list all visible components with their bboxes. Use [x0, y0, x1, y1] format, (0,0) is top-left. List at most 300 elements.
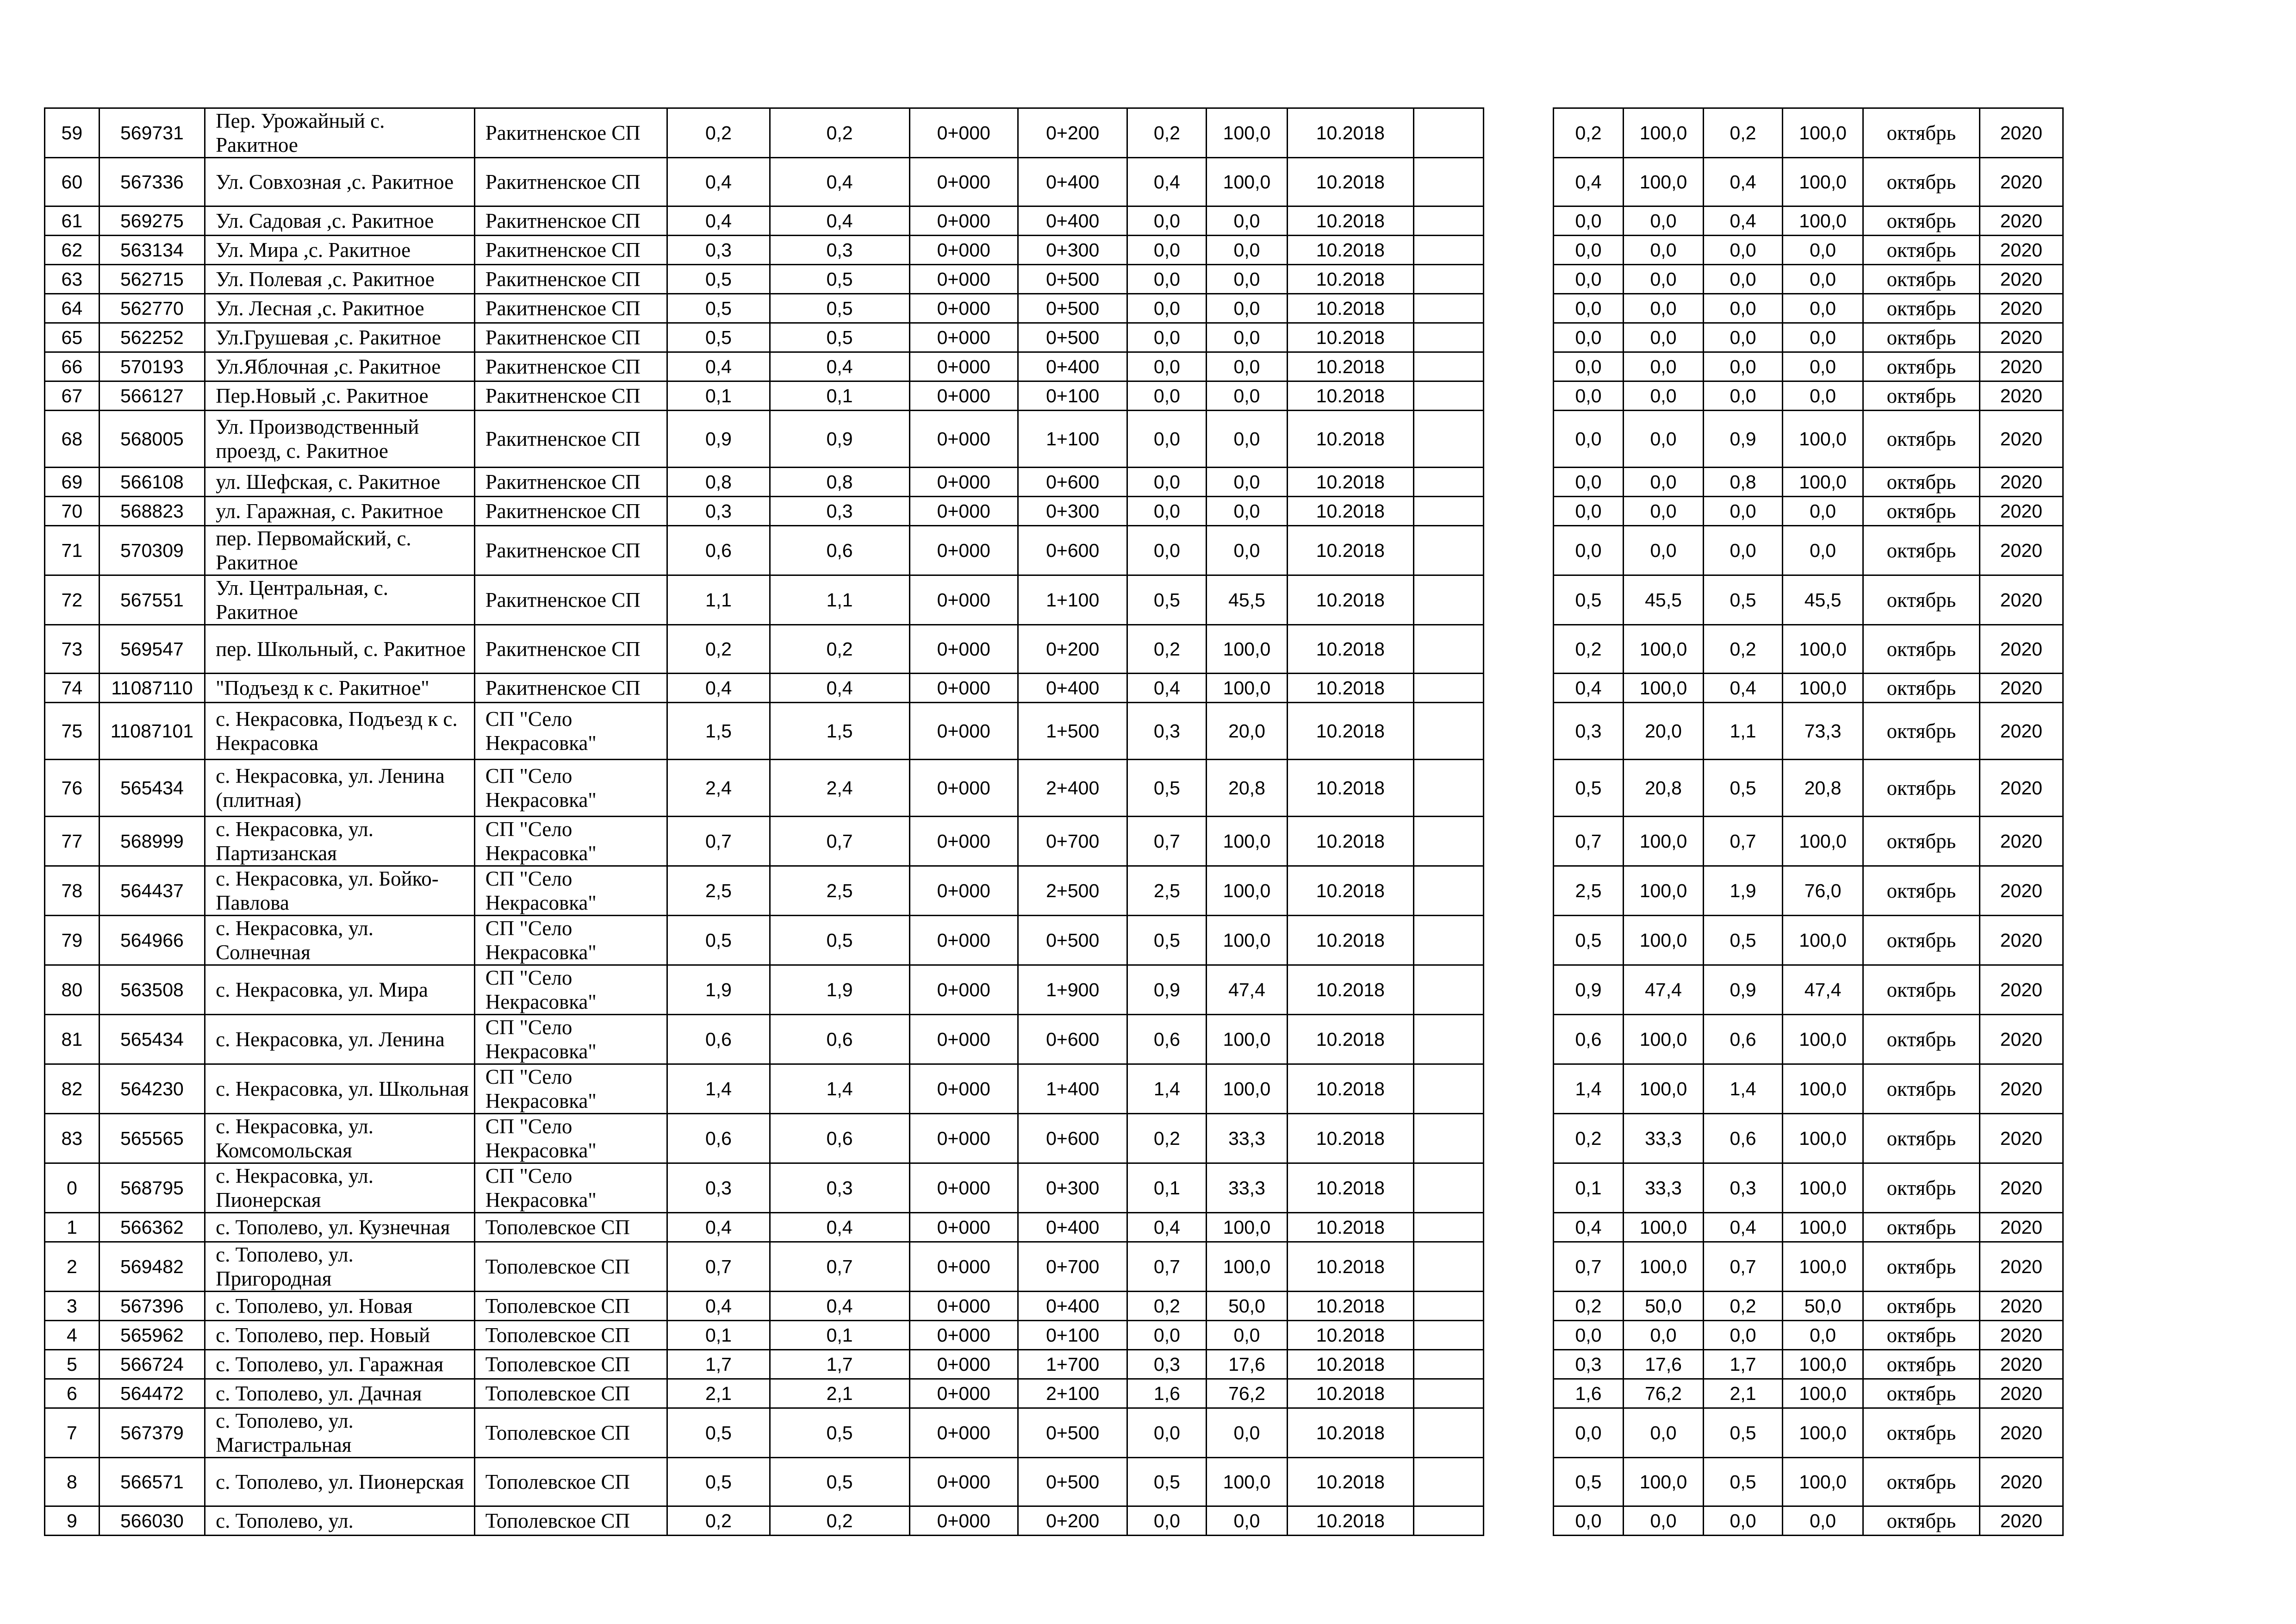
length-municipal: 0,4: [770, 352, 909, 381]
length-municipal: 0,6: [770, 526, 909, 575]
year: 2020: [1979, 760, 2063, 817]
length-municipal: 0,6: [770, 1114, 909, 1163]
length-compliant-2: 0,3: [1554, 1350, 1624, 1379]
row-number: 1: [45, 1213, 100, 1242]
table-row: [45, 965, 2063, 1015]
table-row: [45, 817, 2063, 866]
length-compliant: 0,0: [1127, 411, 1207, 468]
length-compliant-2: 0,2: [1554, 108, 1624, 158]
length-compliant-3: 0,8: [1704, 468, 1783, 497]
length-municipal: 0,5: [770, 294, 909, 323]
row-number: 61: [45, 206, 100, 236]
length-compliant: 0,3: [1127, 1350, 1207, 1379]
row-number: 80: [45, 965, 100, 1015]
table-row: [45, 411, 2063, 468]
table-row: [45, 1213, 2063, 1242]
length-total: 0,7: [667, 1242, 770, 1292]
percent-compliant-2: 0,0: [1623, 497, 1703, 526]
length-total: 0,3: [667, 497, 770, 526]
length-municipal: 2,5: [770, 866, 909, 916]
end-km: 2+400: [1018, 760, 1127, 817]
empty-gap-cell: [1484, 206, 1554, 236]
settlement: Ракитненское СП: [474, 206, 667, 236]
empty-gap-cell: [1484, 866, 1554, 916]
empty-gap-cell: [1484, 468, 1554, 497]
length-compliant: 0,0: [1127, 323, 1207, 352]
table-row: [45, 1458, 2063, 1506]
empty-gap-cell: [1484, 352, 1554, 381]
year: 2020: [1979, 411, 2063, 468]
percent-compliant-2: 100,0: [1623, 1213, 1703, 1242]
empty-gap-cell: [1484, 1242, 1554, 1292]
end-km: 2+100: [1018, 1379, 1127, 1408]
year: 2020: [1979, 206, 2063, 236]
percent-compliant-3: 100,0: [1783, 1163, 1863, 1213]
empty-cell: [1414, 575, 1484, 625]
road-name: с. Тополево, ул. Пионерская: [205, 1458, 475, 1506]
length-compliant: 1,4: [1127, 1064, 1207, 1114]
table-row: [45, 1242, 2063, 1292]
empty-gap-cell: [1484, 674, 1554, 703]
percent-compliant-3: 45,5: [1783, 575, 1863, 625]
percent-compliant-2: 20,8: [1623, 760, 1703, 817]
percent-compliant-2: 0,0: [1623, 468, 1703, 497]
length-total: 2,4: [667, 760, 770, 817]
table-row: [45, 1163, 2063, 1213]
percent-compliant-2: 100,0: [1623, 916, 1703, 965]
settlement: Ракитненское СП: [474, 497, 667, 526]
month: октябрь: [1863, 1242, 1980, 1292]
table-row: [45, 158, 2063, 206]
length-compliant-3: 0,0: [1704, 526, 1783, 575]
year: 2020: [1979, 1114, 2063, 1163]
length-total: 0,5: [667, 1458, 770, 1506]
length-total: 1,1: [667, 575, 770, 625]
length-total: 0,5: [667, 323, 770, 352]
percent-compliant: 0,0: [1207, 352, 1287, 381]
length-compliant-3: 0,5: [1704, 575, 1783, 625]
road-id: 567551: [99, 575, 205, 625]
percent-compliant-3: 100,0: [1783, 625, 1863, 674]
start-km: 0+000: [909, 1163, 1018, 1213]
length-municipal: 2,4: [770, 760, 909, 817]
length-total: 0,5: [667, 265, 770, 294]
percent-compliant-3: 100,0: [1783, 817, 1863, 866]
road-name: Ул. Садовая ,с. Ракитное: [205, 206, 475, 236]
length-compliant-2: 0,6: [1554, 1015, 1624, 1064]
survey-date: 10.2018: [1287, 1506, 1414, 1536]
row-number: 3: [45, 1292, 100, 1321]
survey-date: 10.2018: [1287, 265, 1414, 294]
month: октябрь: [1863, 1213, 1980, 1242]
month: октябрь: [1863, 1064, 1980, 1114]
length-compliant-2: 0,0: [1554, 468, 1624, 497]
percent-compliant-2: 17,6: [1623, 1350, 1703, 1379]
settlement: СП "Село Некрасовка": [474, 817, 667, 866]
length-compliant: 0,6: [1127, 1015, 1207, 1064]
settlement: Тополевское СП: [474, 1292, 667, 1321]
settlement: СП "Село Некрасовка": [474, 760, 667, 817]
percent-compliant-2: 33,3: [1623, 1114, 1703, 1163]
survey-date: 10.2018: [1287, 1163, 1414, 1213]
length-total: 1,7: [667, 1350, 770, 1379]
start-km: 0+000: [909, 352, 1018, 381]
table-row: [45, 674, 2063, 703]
row-number: 2: [45, 1242, 100, 1292]
survey-date: 10.2018: [1287, 575, 1414, 625]
length-compliant-2: 0,0: [1554, 236, 1624, 265]
percent-compliant-3: 100,0: [1783, 108, 1863, 158]
end-km: 0+400: [1018, 158, 1127, 206]
road-id: 566362: [99, 1213, 205, 1242]
survey-date: 10.2018: [1287, 1242, 1414, 1292]
length-compliant-3: 0,0: [1704, 352, 1783, 381]
road-id: 566724: [99, 1350, 205, 1379]
row-number: 75: [45, 703, 100, 760]
year: 2020: [1979, 1379, 2063, 1408]
end-km: 0+400: [1018, 1292, 1127, 1321]
year: 2020: [1979, 575, 2063, 625]
empty-cell: [1414, 1458, 1484, 1506]
month: октябрь: [1863, 497, 1980, 526]
length-compliant-2: 1,6: [1554, 1379, 1624, 1408]
road-register-table: [44, 107, 2064, 1536]
length-compliant-3: 0,9: [1704, 965, 1783, 1015]
length-total: 2,1: [667, 1379, 770, 1408]
road-id: 565962: [99, 1321, 205, 1350]
percent-compliant: 0,0: [1207, 468, 1287, 497]
road-name: Пер.Новый ,с. Ракитное: [205, 381, 475, 411]
length-compliant: 0,3: [1127, 703, 1207, 760]
length-total: 1,5: [667, 703, 770, 760]
length-total: 0,4: [667, 158, 770, 206]
percent-compliant-3: 100,0: [1783, 916, 1863, 965]
month: октябрь: [1863, 916, 1980, 965]
survey-date: 10.2018: [1287, 381, 1414, 411]
percent-compliant: 0,0: [1207, 294, 1287, 323]
length-compliant-3: 0,6: [1704, 1114, 1783, 1163]
length-compliant-3: 0,3: [1704, 1163, 1783, 1213]
length-compliant-3: 0,0: [1704, 236, 1783, 265]
road-id: 562715: [99, 265, 205, 294]
settlement: Тополевское СП: [474, 1321, 667, 1350]
length-compliant: 0,5: [1127, 916, 1207, 965]
length-compliant-3: 0,0: [1704, 381, 1783, 411]
year: 2020: [1979, 381, 2063, 411]
road-name: "Подъезд к с. Ракитное": [205, 674, 475, 703]
start-km: 0+000: [909, 1015, 1018, 1064]
length-municipal: 0,4: [770, 158, 909, 206]
length-compliant-2: 0,0: [1554, 497, 1624, 526]
settlement: СП "Село Некрасовка": [474, 703, 667, 760]
length-municipal: 1,4: [770, 1064, 909, 1114]
row-number: 76: [45, 760, 100, 817]
year: 2020: [1979, 1321, 2063, 1350]
start-km: 0+000: [909, 108, 1018, 158]
settlement: СП "Село Некрасовка": [474, 965, 667, 1015]
percent-compliant-2: 45,5: [1623, 575, 1703, 625]
road-name: Ул.Грушевая ,с. Ракитное: [205, 323, 475, 352]
year: 2020: [1979, 526, 2063, 575]
empty-gap-cell: [1484, 323, 1554, 352]
length-compliant-2: 0,0: [1554, 1408, 1624, 1458]
length-municipal: 0,4: [770, 206, 909, 236]
month: октябрь: [1863, 1506, 1980, 1536]
month: октябрь: [1863, 1458, 1980, 1506]
survey-date: 10.2018: [1287, 1015, 1414, 1064]
survey-date: 10.2018: [1287, 760, 1414, 817]
year: 2020: [1979, 236, 2063, 265]
empty-cell: [1414, 817, 1484, 866]
empty-cell: [1414, 1350, 1484, 1379]
year: 2020: [1979, 1408, 2063, 1458]
road-name: с. Тополево, ул. Магистральная: [205, 1408, 475, 1458]
road-name: Ул. Полевая ,с. Ракитное: [205, 265, 475, 294]
month: октябрь: [1863, 1350, 1980, 1379]
percent-compliant-3: 100,0: [1783, 674, 1863, 703]
percent-compliant: 100,0: [1207, 817, 1287, 866]
settlement: Ракитненское СП: [474, 381, 667, 411]
road-name: с. Некрасовка, ул. Комсомольская: [205, 1114, 475, 1163]
settlement: Тополевское СП: [474, 1458, 667, 1506]
table-row: [45, 1379, 2063, 1408]
percent-compliant-2: 0,0: [1623, 381, 1703, 411]
settlement: Ракитненское СП: [474, 674, 667, 703]
road-id: 564472: [99, 1379, 205, 1408]
length-municipal: 0,1: [770, 381, 909, 411]
length-compliant-3: 0,4: [1704, 674, 1783, 703]
row-number: 9: [45, 1506, 100, 1536]
percent-compliant: 0,0: [1207, 265, 1287, 294]
start-km: 0+000: [909, 411, 1018, 468]
end-km: 1+400: [1018, 1064, 1127, 1114]
road-name: Ул. Лесная ,с. Ракитное: [205, 294, 475, 323]
month: октябрь: [1863, 108, 1980, 158]
percent-compliant: 76,2: [1207, 1379, 1287, 1408]
end-km: 0+200: [1018, 625, 1127, 674]
length-total: 0,6: [667, 526, 770, 575]
length-compliant-3: 0,4: [1704, 158, 1783, 206]
length-compliant-2: 0,0: [1554, 526, 1624, 575]
start-km: 0+000: [909, 381, 1018, 411]
empty-gap-cell: [1484, 1163, 1554, 1213]
row-number: 65: [45, 323, 100, 352]
end-km: 0+400: [1018, 352, 1127, 381]
empty-gap-cell: [1484, 497, 1554, 526]
length-compliant-2: 0,5: [1554, 916, 1624, 965]
empty-gap-cell: [1484, 1213, 1554, 1242]
survey-date: 10.2018: [1287, 1064, 1414, 1114]
end-km: 0+300: [1018, 497, 1127, 526]
percent-compliant-3: 50,0: [1783, 1292, 1863, 1321]
empty-cell: [1414, 411, 1484, 468]
settlement: Ракитненское СП: [474, 411, 667, 468]
year: 2020: [1979, 674, 2063, 703]
length-compliant: 0,0: [1127, 236, 1207, 265]
length-compliant-3: 0,2: [1704, 1292, 1783, 1321]
length-compliant: 0,0: [1127, 352, 1207, 381]
percent-compliant-3: 0,0: [1783, 323, 1863, 352]
length-municipal: 1,7: [770, 1350, 909, 1379]
survey-date: 10.2018: [1287, 1379, 1414, 1408]
length-compliant-2: 0,0: [1554, 323, 1624, 352]
empty-cell: [1414, 526, 1484, 575]
percent-compliant-2: 100,0: [1623, 158, 1703, 206]
table-row: [45, 236, 2063, 265]
settlement: Ракитненское СП: [474, 352, 667, 381]
length-compliant-3: 0,4: [1704, 1213, 1783, 1242]
length-compliant: 0,4: [1127, 158, 1207, 206]
end-km: 0+600: [1018, 526, 1127, 575]
month: октябрь: [1863, 352, 1980, 381]
percent-compliant-2: 47,4: [1623, 965, 1703, 1015]
percent-compliant: 47,4: [1207, 965, 1287, 1015]
survey-date: 10.2018: [1287, 866, 1414, 916]
length-compliant: 0,7: [1127, 1242, 1207, 1292]
length-compliant-2: 0,0: [1554, 206, 1624, 236]
row-number: 59: [45, 108, 100, 158]
percent-compliant-3: 0,0: [1783, 294, 1863, 323]
empty-cell: [1414, 1321, 1484, 1350]
percent-compliant-3: 100,0: [1783, 1114, 1863, 1163]
table-row: [45, 760, 2063, 817]
length-compliant-2: 0,2: [1554, 1292, 1624, 1321]
percent-compliant: 45,5: [1207, 575, 1287, 625]
end-km: 0+500: [1018, 265, 1127, 294]
settlement: Ракитненское СП: [474, 575, 667, 625]
length-municipal: 0,1: [770, 1321, 909, 1350]
survey-date: 10.2018: [1287, 916, 1414, 965]
year: 2020: [1979, 108, 2063, 158]
empty-gap-cell: [1484, 158, 1554, 206]
percent-compliant-2: 76,2: [1623, 1379, 1703, 1408]
end-km: 1+100: [1018, 411, 1127, 468]
length-compliant-2: 0,0: [1554, 381, 1624, 411]
road-id: 563134: [99, 236, 205, 265]
length-compliant-2: 0,0: [1554, 294, 1624, 323]
percent-compliant-3: 100,0: [1783, 1015, 1863, 1064]
length-municipal: 0,3: [770, 1163, 909, 1213]
month: октябрь: [1863, 526, 1980, 575]
road-id: 565434: [99, 1015, 205, 1064]
percent-compliant-2: 0,0: [1623, 1408, 1703, 1458]
settlement: Тополевское СП: [474, 1506, 667, 1536]
road-name: ул. Шефская, с. Ракитное: [205, 468, 475, 497]
length-compliant-2: 0,5: [1554, 760, 1624, 817]
end-km: 0+600: [1018, 1114, 1127, 1163]
length-compliant-3: 0,0: [1704, 1321, 1783, 1350]
month: октябрь: [1863, 158, 1980, 206]
row-number: 5: [45, 1350, 100, 1379]
settlement: Ракитненское СП: [474, 108, 667, 158]
row-number: 69: [45, 468, 100, 497]
length-compliant-3: 0,0: [1704, 497, 1783, 526]
table-row: [45, 1350, 2063, 1379]
row-number: 79: [45, 916, 100, 965]
start-km: 0+000: [909, 674, 1018, 703]
percent-compliant-2: 0,0: [1623, 323, 1703, 352]
road-id: 564437: [99, 866, 205, 916]
percent-compliant-2: 100,0: [1623, 1015, 1703, 1064]
road-name: с. Некрасовка, ул. Партизанская: [205, 817, 475, 866]
end-km: 0+300: [1018, 236, 1127, 265]
percent-compliant-2: 33,3: [1623, 1163, 1703, 1213]
road-name: Ул. Мира ,с. Ракитное: [205, 236, 475, 265]
road-id: 568999: [99, 817, 205, 866]
length-compliant: 0,0: [1127, 526, 1207, 575]
percent-compliant-2: 100,0: [1623, 866, 1703, 916]
row-number: 7: [45, 1408, 100, 1458]
percent-compliant: 0,0: [1207, 236, 1287, 265]
empty-gap-cell: [1484, 965, 1554, 1015]
empty-gap-cell: [1484, 294, 1554, 323]
length-total: 0,8: [667, 468, 770, 497]
road-id: 565565: [99, 1114, 205, 1163]
length-compliant: 0,0: [1127, 468, 1207, 497]
length-compliant: 0,2: [1127, 1114, 1207, 1163]
length-compliant-2: 0,0: [1554, 265, 1624, 294]
year: 2020: [1979, 1242, 2063, 1292]
length-compliant-2: 0,0: [1554, 1321, 1624, 1350]
length-municipal: 0,4: [770, 674, 909, 703]
road-id: 564230: [99, 1064, 205, 1114]
length-total: 0,3: [667, 1163, 770, 1213]
start-km: 0+000: [909, 965, 1018, 1015]
settlement: Тополевское СП: [474, 1213, 667, 1242]
road-id: 570193: [99, 352, 205, 381]
year: 2020: [1979, 916, 2063, 965]
row-number: 66: [45, 352, 100, 381]
empty-gap-cell: [1484, 1015, 1554, 1064]
length-compliant-3: 0,0: [1704, 294, 1783, 323]
month: октябрь: [1863, 1292, 1980, 1321]
table-row: [45, 497, 2063, 526]
table-row: [45, 294, 2063, 323]
survey-date: 10.2018: [1287, 1292, 1414, 1321]
start-km: 0+000: [909, 206, 1018, 236]
road-id: 566127: [99, 381, 205, 411]
month: октябрь: [1863, 1163, 1980, 1213]
length-compliant-3: 0,0: [1704, 265, 1783, 294]
year: 2020: [1979, 1292, 2063, 1321]
row-number: 78: [45, 866, 100, 916]
percent-compliant: 17,6: [1207, 1350, 1287, 1379]
empty-cell: [1414, 265, 1484, 294]
survey-date: 10.2018: [1287, 294, 1414, 323]
start-km: 0+000: [909, 236, 1018, 265]
length-compliant: 0,0: [1127, 381, 1207, 411]
settlement: Ракитненское СП: [474, 294, 667, 323]
survey-date: 10.2018: [1287, 526, 1414, 575]
settlement: Тополевское СП: [474, 1242, 667, 1292]
month: октябрь: [1863, 411, 1980, 468]
empty-gap-cell: [1484, 411, 1554, 468]
percent-compliant: 0,0: [1207, 1506, 1287, 1536]
empty-gap-cell: [1484, 703, 1554, 760]
survey-date: 10.2018: [1287, 674, 1414, 703]
length-municipal: 0,4: [770, 1292, 909, 1321]
empty-cell: [1414, 206, 1484, 236]
settlement: Ракитненское СП: [474, 323, 667, 352]
length-compliant-2: 0,4: [1554, 1213, 1624, 1242]
table-row: [45, 575, 2063, 625]
length-municipal: 1,9: [770, 965, 909, 1015]
table-row: [45, 1292, 2063, 1321]
table-row: [45, 206, 2063, 236]
year: 2020: [1979, 965, 2063, 1015]
length-total: 0,2: [667, 108, 770, 158]
month: октябрь: [1863, 294, 1980, 323]
